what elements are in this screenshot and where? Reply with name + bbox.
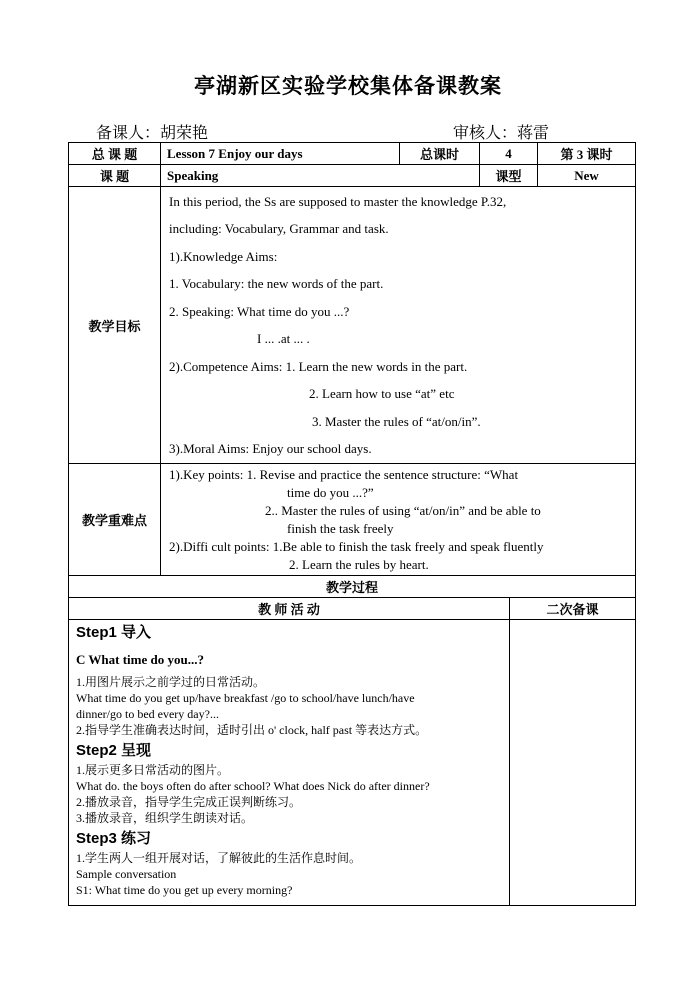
objective-line: 2. Speaking: What time do you ...? [169, 303, 350, 319]
objective-line: 2. Learn how to use “at” etc [309, 386, 455, 401]
step2-line: What do. the boys often do after school? What does Nick do after dinner? [76, 779, 430, 793]
key-point-line: 2. Learn the rules by heart. [289, 556, 429, 572]
step2-line: 1.展示更多日常活动的图片。 [76, 763, 230, 777]
step1-line: 1.用图片展示之前学过的日常活动。 [76, 675, 266, 689]
step3-line: S1: What time do you get up every morning? [76, 883, 293, 897]
key-point-line: time do you ...?” [287, 484, 374, 500]
type-value: New [538, 165, 636, 187]
objective-line: 3).Moral Aims: Enjoy our school days. [169, 441, 372, 456]
key-point-line: 2.. Master the rules of using “at/on/in” and be able to [265, 502, 541, 518]
process-title-row [69, 576, 636, 598]
step2-title: Step2 呈现 [76, 742, 152, 759]
period-value: 第 3 课时 [538, 143, 636, 165]
type-label: 课型 [480, 165, 538, 187]
objective-line: 1. Vocabulary: the new words of the part. [169, 276, 384, 291]
process-section-title: 教学过程 [69, 576, 636, 598]
step3-title: Step3 练习 [76, 830, 152, 847]
hours-value: 4 [480, 143, 538, 165]
step2-line: 3.播放录音，组织学生朗读对话。 [76, 811, 254, 825]
teacher-activity-content [69, 620, 510, 906]
objective-line: including: Vocabulary, Grammar and task. [169, 221, 389, 236]
preparer: 备课人：胡荣艳 [96, 125, 209, 142]
step3-line: 1.学生两人一组开展对话，了解彼此的生活作息时间。 [76, 851, 362, 865]
step1-line: What time do you get up/have breakfast /go to school/have lunch/have [76, 691, 415, 705]
objectives-row [69, 187, 636, 464]
objective-line: In this period, the Ss are supposed to master the knowledge P.32, [169, 193, 507, 209]
lesson-value: Speaking [161, 165, 480, 187]
lesson-label: 课 题 [69, 165, 161, 187]
reviewer: 审核人：蒋雷 [453, 125, 550, 142]
key-points-content [161, 464, 636, 576]
step2-line: 2.播放录音，指导学生完成正误判断练习。 [76, 795, 302, 809]
lesson-plan-table [68, 142, 636, 906]
objectives-content [161, 187, 636, 464]
step1-line: 2.指导学生准确表达时间，适时引出 o' clock, half past 等表达方式。 [76, 723, 428, 737]
process-header-row [69, 598, 636, 620]
hours-label: 总课时 [400, 143, 480, 165]
objective-line: 3. Master the rules of “at/on/in”. [312, 413, 481, 429]
header-row-lesson [69, 165, 636, 187]
second-revision-header: 二次备课 [510, 598, 636, 620]
objective-line: I ... .at ... . [257, 331, 310, 346]
key-point-line: 1).Key points: 1. Revise and practice the sentence structure: “What [169, 466, 519, 482]
teacher-activity-header: 教 师 活 动 [69, 598, 510, 620]
step1-line: dinner/go to bed every day?... [76, 707, 219, 721]
key-point-line: finish the task freely [287, 520, 394, 536]
page-title: 亭湖新区实验学校集体备课教案 [194, 74, 502, 98]
objective-line: 2).Competence Aims: 1. Learn the new words in the part. [169, 358, 468, 374]
step3-line: Sample conversation [76, 867, 177, 881]
objective-line: 1).Knowledge Aims: [169, 248, 278, 264]
topic-label: 总 课 题 [69, 143, 161, 165]
step1-title: Step1 导入 [76, 624, 152, 641]
key-points-label: 教学重难点 [69, 464, 161, 576]
process-content-row [69, 620, 636, 906]
key-points-row [69, 464, 636, 576]
topic-value: Lesson 7 Enjoy our days [161, 143, 400, 165]
second-revision-content [510, 620, 636, 906]
step1-subtitle: C What time do you...? [76, 652, 204, 667]
objectives-label: 教学目标 [69, 187, 161, 464]
header-row-topic [69, 143, 636, 165]
key-point-line: 2).Diffi cult points: 1.Be able to finish the task freely and speak fluently [169, 538, 544, 554]
